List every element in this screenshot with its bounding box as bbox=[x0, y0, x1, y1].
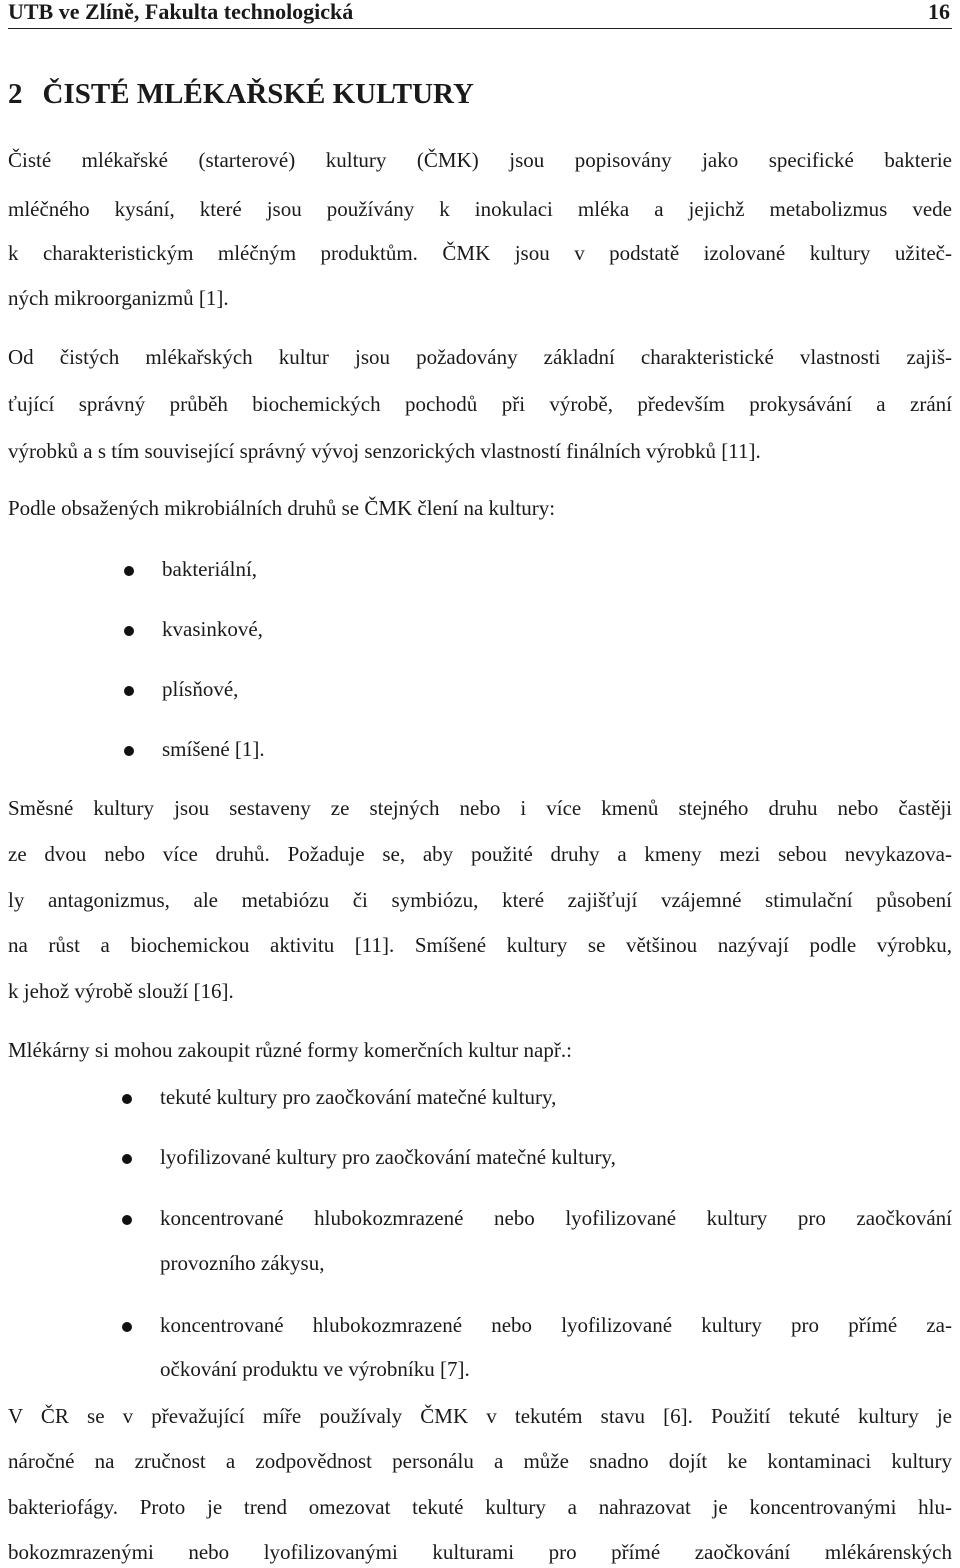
list-item: smíšené [1]. bbox=[162, 737, 265, 761]
paragraph-line: Čisté mlékařské (starterové) kultury (ČMK) jsou popisovány jako specifické bakterie bbox=[8, 148, 952, 172]
paragraph-line: ťující správný průběh biochemických pochodů při výrobě, především prokysávání a zrání bbox=[8, 392, 952, 416]
list-item: koncentrované hlubokozmrazené nebo lyofilizované kultury pro zaočkování bbox=[160, 1206, 952, 1230]
paragraph-line: náročné na zručnost a zodpovědnost personálu a může snadno dojít ke kontaminaci kultury bbox=[8, 1449, 952, 1473]
paragraph-line: ly antagonizmus, ale metabiózu či symbiózu, které zajišťují vzájemné stimulační působení bbox=[8, 888, 952, 912]
page-number: 16 bbox=[928, 0, 950, 24]
list-item-continuation: provozního zákysu, bbox=[160, 1251, 325, 1275]
paragraph-line: bokozmrazenými nebo lyofilizovanými kulturami pro přímé zaočkování mlékárenských bbox=[8, 1540, 952, 1564]
bullet-icon bbox=[124, 566, 134, 576]
paragraph-line: ných mikroorganizmů [1]. bbox=[8, 286, 229, 310]
bullet-icon bbox=[124, 686, 134, 696]
paragraph-line: V ČR se v převažující míře používaly ČMK v tekutém stavu [6]. Použití tekuté kultury je bbox=[8, 1404, 952, 1428]
paragraph-line: k charakteristickým mléčným produktům. ČMK jsou v podstatě izolované kultury užiteč- bbox=[8, 241, 952, 265]
bullet-icon bbox=[122, 1154, 132, 1164]
bullet-icon bbox=[122, 1215, 132, 1225]
list-item-continuation: očkování produktu ve výrobníku [7]. bbox=[160, 1357, 470, 1381]
list-item: kvasinkové, bbox=[162, 617, 263, 641]
chapter-number: 2 bbox=[8, 78, 23, 110]
chapter-title: ČISTÉ MLÉKAŘSKÉ KULTURY bbox=[42, 78, 474, 110]
paragraph-line: Mlékárny si mohou zakoupit různé formy komerčních kultur např.: bbox=[8, 1038, 572, 1062]
paragraph-line: na růst a biochemickou aktivitu [11]. Smíšené kultury se většinou nazývají podle výrobku, bbox=[8, 933, 952, 957]
paragraph-line: bakteriofágy. Proto je trend omezovat tekuté kultury a nahrazovat je koncentrovanými hlu- bbox=[8, 1495, 952, 1519]
paragraph-line: Směsné kultury jsou sestaveny ze stejných nebo i více kmenů stejného druhu nebo častěji bbox=[8, 796, 952, 820]
paragraph-line: k jehož výrobě slouží [16]. bbox=[8, 979, 234, 1003]
paragraph-line: mléčného kysání, které jsou používány k inokulaci mléka a jejichž metabolizmus vede bbox=[8, 197, 952, 221]
bullet-icon bbox=[122, 1322, 132, 1332]
paragraph-line: výrobků a s tím související správný vývoj senzorických vlastností finálních výrobků [11]. bbox=[8, 439, 761, 463]
list-item: plísňové, bbox=[162, 677, 239, 701]
chapter-heading bbox=[8, 78, 474, 111]
paragraph-line: ze dvou nebo více druhů. Požaduje se, aby použité druhy a kmeny mezi sebou nevykazova- bbox=[8, 842, 952, 866]
bullet-icon bbox=[124, 746, 134, 756]
list-item: koncentrované hlubokozmrazené nebo lyofilizované kultury pro přímé za- bbox=[160, 1313, 952, 1337]
list-item: tekuté kultury pro zaočkování matečné kultury, bbox=[160, 1085, 557, 1109]
paragraph-line: Podle obsažených mikrobiálních druhů se ČMK člení na kultury: bbox=[8, 496, 556, 520]
bullet-icon bbox=[122, 1094, 132, 1104]
running-header bbox=[8, 0, 952, 29]
list-item: lyofilizované kultury pro zaočkování matečné kultury, bbox=[160, 1145, 616, 1169]
bullet-icon bbox=[124, 626, 134, 636]
list-item: bakteriální, bbox=[162, 557, 258, 581]
paragraph-line: Od čistých mlékařských kultur jsou požadovány základní charakteristické vlastnosti zajiš- bbox=[8, 345, 952, 369]
header-institution: UTB ve Zlíně, Fakulta technologická bbox=[8, 0, 354, 24]
